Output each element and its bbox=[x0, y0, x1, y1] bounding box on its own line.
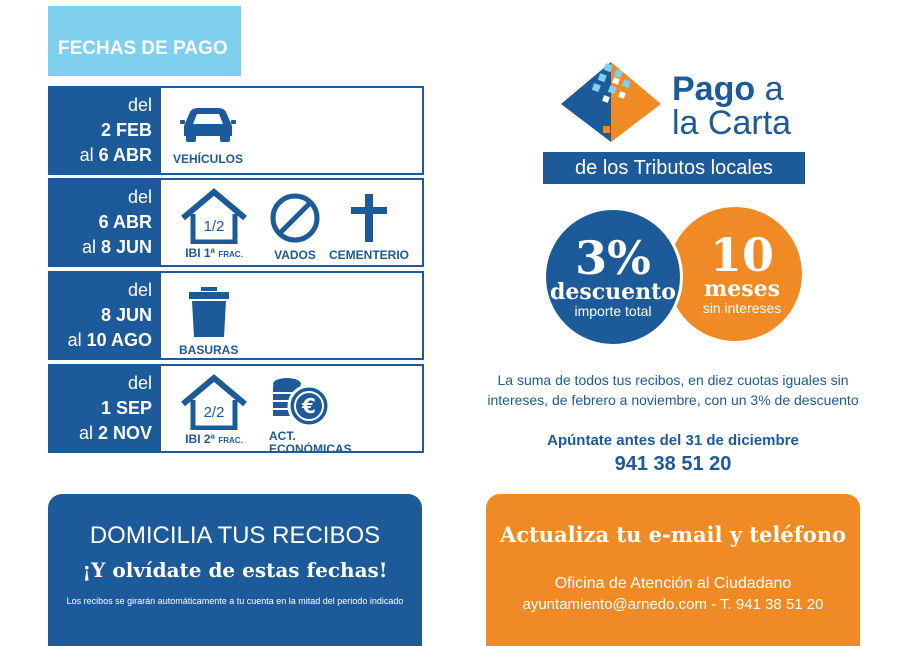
no-entry-icon bbox=[269, 192, 321, 244]
office-contact[interactable]: ayuntamiento@arnedo.com - T. 941 38 51 20 bbox=[522, 596, 824, 613]
pago-a-la-carta-logo bbox=[553, 58, 665, 142]
offer-months-label: meses bbox=[703, 276, 781, 302]
period-from-label: del bbox=[127, 95, 152, 115]
period-taxes bbox=[161, 366, 422, 456]
payment-period-1 bbox=[48, 86, 424, 175]
period-from-label: del bbox=[127, 280, 152, 300]
house-icon bbox=[179, 188, 249, 244]
svg-text:€: € bbox=[302, 394, 316, 418]
period-start-date: 6 ABR bbox=[98, 212, 152, 232]
tax-label: BASURAS bbox=[179, 343, 239, 357]
domicilia-note: Los recibos se girarán automáticamente a tu cuenta en la mitad del periodo indicado bbox=[66, 596, 404, 606]
period-taxes bbox=[161, 273, 422, 358]
tax-label: ACT. bbox=[269, 429, 296, 443]
period-to-label: al bbox=[78, 423, 98, 443]
period-start-date: 2 FEB bbox=[100, 120, 152, 140]
tax-label-main: IBI 1ª bbox=[185, 246, 215, 260]
tax-label: VEHÍCULOS bbox=[173, 152, 244, 166]
period-from-label: del bbox=[127, 373, 152, 393]
offer-months-circle bbox=[668, 207, 802, 341]
tax-act-economicas bbox=[269, 374, 352, 456]
tax-cementerio bbox=[329, 192, 409, 262]
tax-label bbox=[185, 432, 243, 446]
payment-period-3 bbox=[48, 271, 424, 360]
tax-ibi-1 bbox=[179, 188, 249, 260]
period-dates bbox=[50, 180, 161, 265]
brand-title-bold: Pago bbox=[672, 70, 756, 108]
tax-label: VADOS bbox=[274, 248, 316, 262]
period-from-label: del bbox=[127, 187, 152, 207]
coins-euro-icon bbox=[269, 374, 331, 428]
domicilia-box bbox=[48, 494, 422, 646]
actualiza-title: Actualiza tu e-mail y teléfono bbox=[499, 522, 847, 547]
house-fraction: 2/2 bbox=[203, 404, 225, 421]
period-dates bbox=[50, 366, 161, 451]
trash-icon bbox=[185, 285, 233, 339]
period-end-date: 6 ABR bbox=[98, 145, 152, 165]
period-start-date: 1 SEP bbox=[100, 398, 152, 418]
payment-period-2 bbox=[48, 178, 424, 267]
offer-discount-label: descuento bbox=[550, 279, 676, 305]
brand-title-a: a bbox=[755, 70, 784, 108]
tax-label-small: FRAC. bbox=[218, 436, 243, 445]
car-icon bbox=[178, 106, 238, 146]
offer-discount-note: importe total bbox=[574, 303, 652, 319]
brand-title bbox=[672, 72, 791, 140]
house-icon bbox=[179, 374, 249, 430]
phone-number[interactable]: 941 38 51 20 bbox=[614, 453, 732, 475]
house-fraction: 1/2 bbox=[203, 218, 225, 235]
period-to-label: al bbox=[79, 145, 99, 165]
domicilia-subtitle: ¡Y olvídate de estas fechas! bbox=[82, 558, 388, 582]
cross-icon bbox=[349, 192, 389, 244]
period-dates bbox=[50, 273, 161, 358]
brand-title-line2: la Carta bbox=[672, 104, 792, 142]
header-title: FECHAS DE PAGO bbox=[58, 38, 228, 59]
tax-label bbox=[185, 246, 243, 260]
offer-months-note: sin intereses bbox=[702, 300, 782, 316]
domicilia-title: DOMICILIA TUS RECIBOS bbox=[89, 522, 381, 549]
period-to-label: al bbox=[81, 237, 101, 257]
fechas-de-pago-header bbox=[48, 6, 241, 76]
tax-label-main: IBI 2ª bbox=[185, 432, 215, 446]
period-end-date: 8 JUN bbox=[100, 237, 152, 257]
tax-ibi-2 bbox=[179, 374, 249, 446]
period-to-label: al bbox=[67, 330, 87, 350]
tax-vehiculos bbox=[173, 106, 243, 166]
offer-discount-circle bbox=[543, 207, 683, 347]
payment-period-4 bbox=[48, 364, 424, 456]
period-start-date: 8 JUN bbox=[100, 305, 152, 325]
brand-subtitle: de los Tributos locales bbox=[543, 152, 805, 184]
signup-deadline: Apúntate antes del 31 de diciembre bbox=[547, 432, 799, 449]
tax-label: CEMENTERIO bbox=[329, 248, 410, 262]
period-taxes bbox=[161, 88, 422, 173]
actualiza-box bbox=[486, 494, 860, 646]
offer-discount-number: 3% bbox=[575, 231, 651, 285]
offer-months-number: 10 bbox=[709, 228, 774, 282]
period-end-date: 10 AGO bbox=[86, 330, 152, 350]
period-dates bbox=[50, 88, 161, 173]
period-taxes bbox=[161, 180, 422, 265]
tax-basuras bbox=[179, 285, 238, 357]
period-end-date: 2 NOV bbox=[97, 423, 152, 443]
tax-label-line2: ECONÓMICAS bbox=[269, 442, 352, 456]
office-name: Oficina de Atención al Ciudadano bbox=[554, 575, 792, 592]
offer-description: La suma de todos tus recibos, en diez cuotas iguales sin intereses, de febrero a noviembre, con un 3% de descuento bbox=[487, 372, 859, 408]
tax-label-small: FRAC. bbox=[218, 250, 243, 259]
tax-vados bbox=[269, 192, 321, 262]
